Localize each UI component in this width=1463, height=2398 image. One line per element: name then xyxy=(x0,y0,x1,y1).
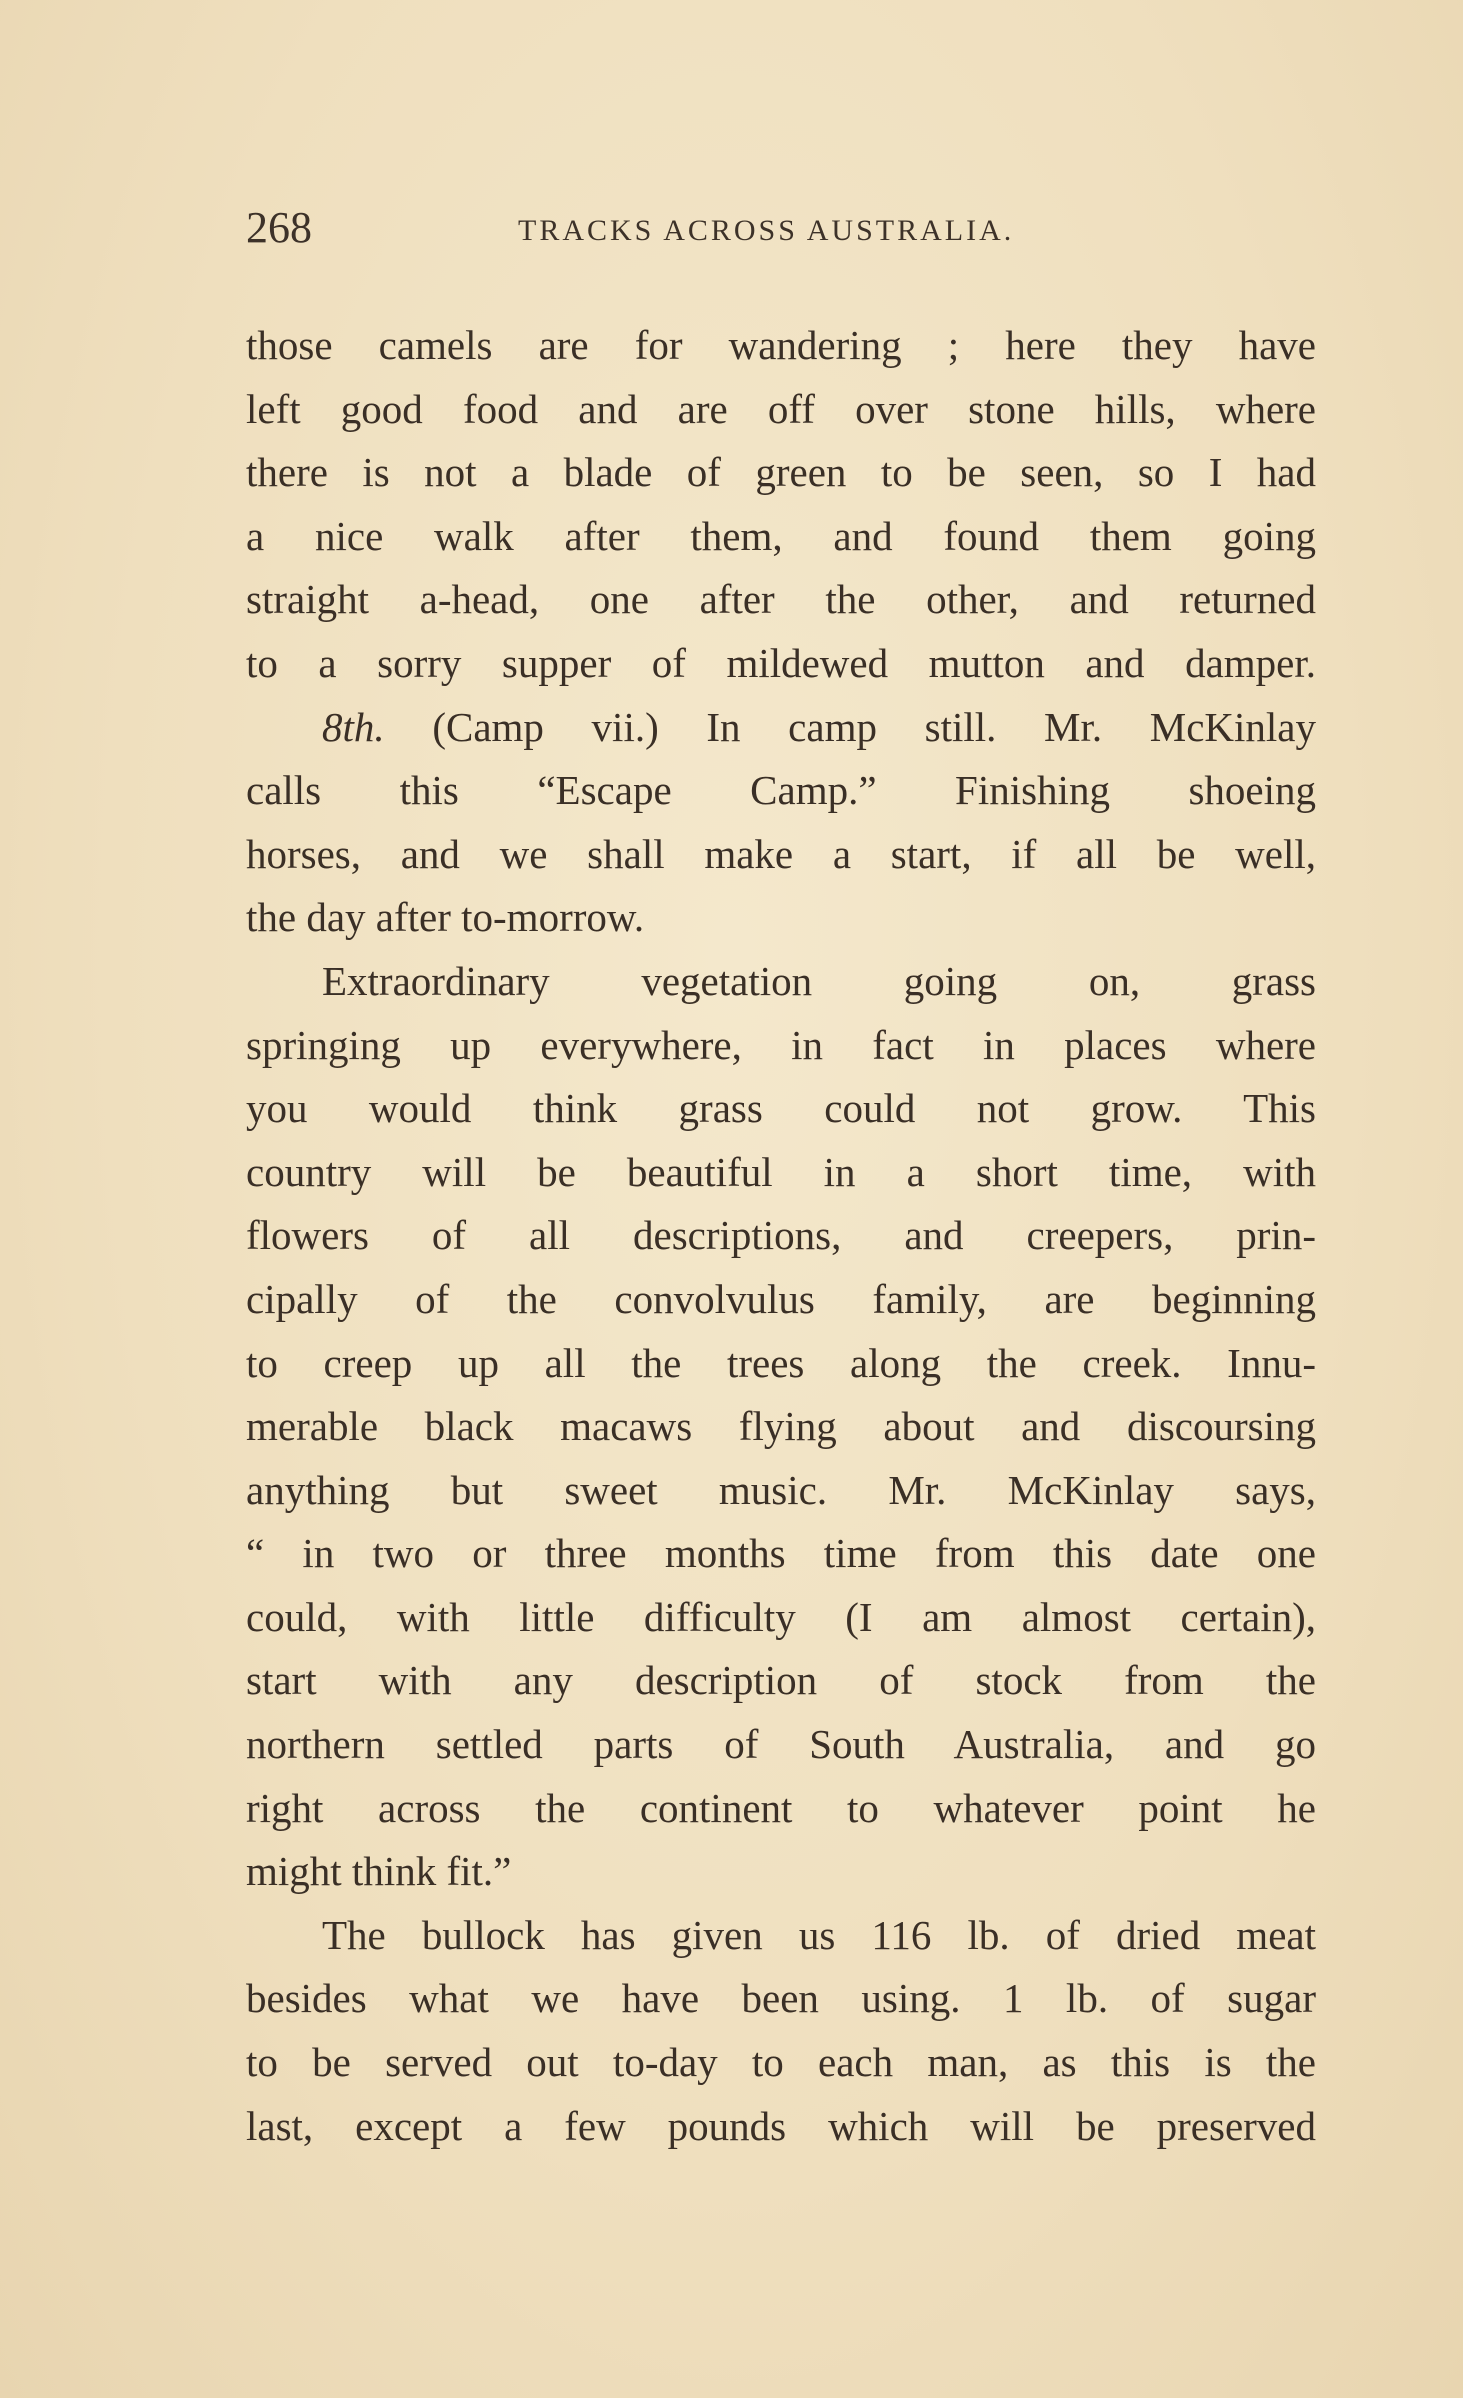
text-line: Extraordinary vegetation going on, grass xyxy=(322,957,1316,1004)
text-line: there is not a blade of green to be seen, so I had xyxy=(246,449,1316,496)
body-text xyxy=(246,314,1316,2158)
text-line-content: (Camp vii.) In camp still. Mr. McKinlay xyxy=(432,703,1317,750)
text-line: merable black macaws flying about and discoursing xyxy=(246,1403,1316,1450)
text-line: “ in two or three months time from this date one xyxy=(246,1530,1316,1577)
text-line: country will be beautiful in a short time, with xyxy=(246,1148,1316,1195)
text-line: calls this “Escape Camp.” Finishing shoeing xyxy=(246,767,1316,814)
running-head xyxy=(246,198,1066,258)
text-line: cipally of the convolvulus family, are beginning xyxy=(246,1275,1316,1322)
text-line: flowers of all descriptions, and creepers, prin- xyxy=(246,1212,1316,1259)
text-line: horses, and we shall make a start, if all be well, xyxy=(246,830,1316,877)
text-line: right across the continent to whatever point he xyxy=(246,1784,1316,1831)
text-line: left good food and are off over stone hills, where xyxy=(246,385,1316,432)
text-line: might think fit.” xyxy=(246,1848,512,1895)
text-line: could, with little difficulty (I am almost certain), xyxy=(246,1593,1316,1640)
text-line: to a sorry supper of mildewed mutton and damper. xyxy=(246,639,1316,686)
text-line: besides what we have been using. 1 lb. of sugar xyxy=(246,1975,1316,2022)
text-line: straight a-head, one after the other, and returned xyxy=(246,576,1316,623)
page-number: 268 xyxy=(246,203,312,252)
text-line: a nice walk after them, and found them going xyxy=(246,512,1316,559)
text-line: last, except a few pounds which will be preserved xyxy=(246,2102,1316,2149)
date-marker: 8th. xyxy=(322,703,385,750)
text-line: northern settled parts of South Australia, and go xyxy=(246,1721,1316,1768)
text-line: those camels are for wandering ; here they have xyxy=(246,322,1316,368)
text-line: you would think grass could not grow. This xyxy=(246,1085,1316,1132)
text-line: to creep up all the trees along the creek. Innu- xyxy=(246,1339,1316,1386)
text-line: The bullock has given us 116 lb. of dried meat xyxy=(322,1911,1316,1958)
text-line: start with any description of stock from the xyxy=(246,1657,1316,1704)
text-line: the day after to-morrow. xyxy=(246,894,645,941)
book-title: TRACKS ACROSS AUSTRALIA. xyxy=(518,214,1015,247)
text-line-dated xyxy=(246,696,1316,760)
text-line: to be served out to-day to each man, as this is the xyxy=(246,2039,1316,2086)
text-line: anything but sweet music. Mr. McKinlay says, xyxy=(246,1466,1316,1513)
text-line: springing up everywhere, in fact in places where xyxy=(246,1021,1316,1068)
